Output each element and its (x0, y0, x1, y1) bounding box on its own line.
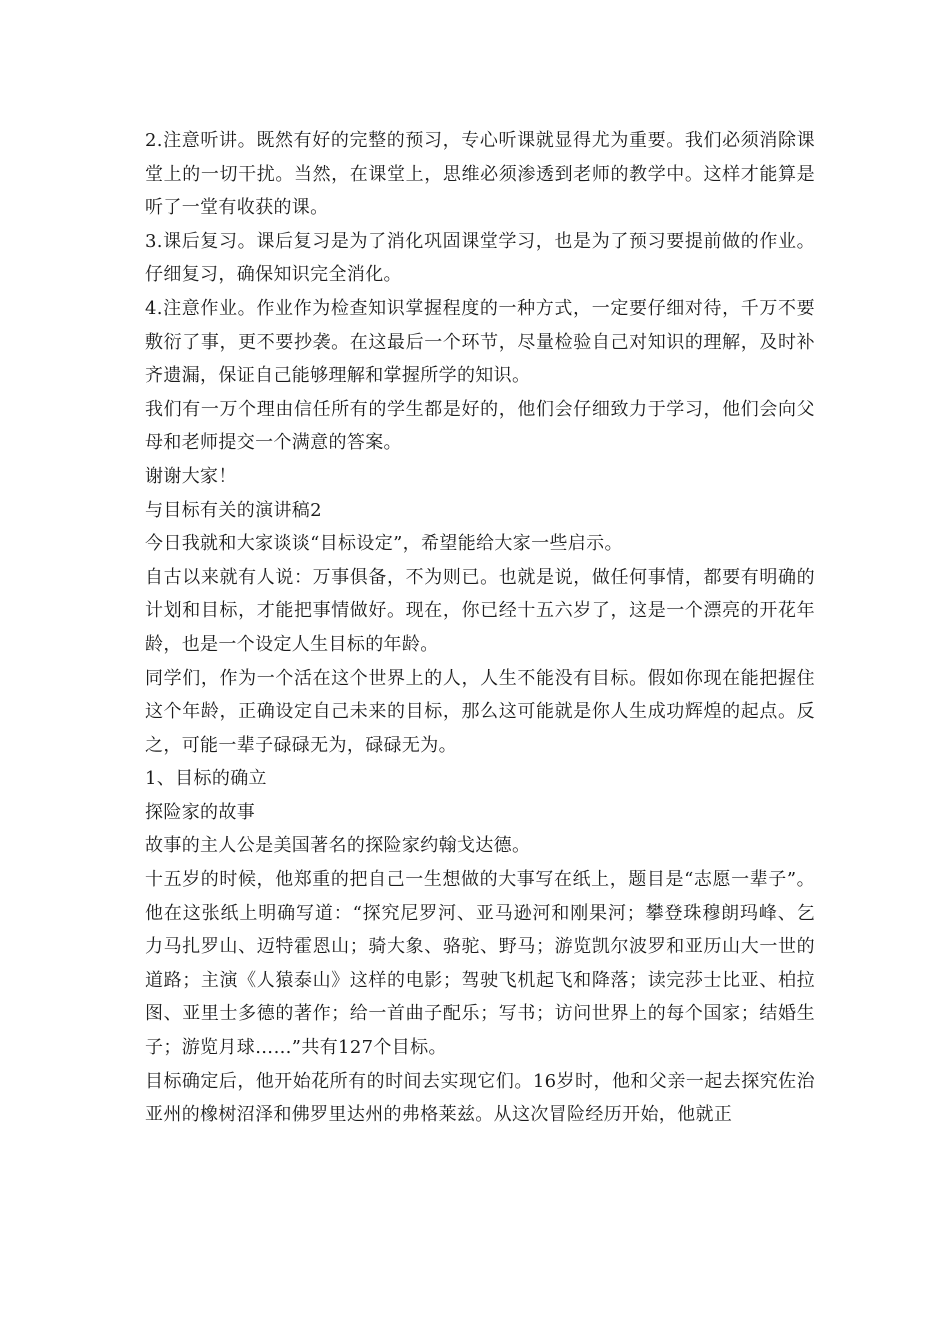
paragraph-pursuing-goals: 目标确定后，他开始花所有的时间去实现它们。16岁时，他和父亲一起去探究佐治亚州的橡树沼泽和佛罗里达州的弗格莱兹。从这次冒险经历开始，他就正 (145, 1070, 815, 1126)
document-body (145, 124, 815, 1132)
paragraph-life-goals-list: 十五岁的时候，他郑重的把自己一生想做的大事写在纸上，题目是“志愿一辈子”。他在这张纸上明确写道：“探究尼罗河、亚马逊河和刚果河；攀登珠穆朗玛峰、乞力马扎罗山、迈特霍恩山；骑大象、骆驼、野马；游览凯尔波罗和亚历山大一世的道路；主演《人猿泰山》这样的电影；驾驶飞机起飞和降落；读完莎士比亚、柏拉图、亚里士多德的著作；给一首曲子配乐；写书；访问世界上的每个国家；结婚生子；游览月球……”共有127个目标。 (145, 869, 815, 1059)
paragraph-classmates: 同学们，作为一个活在这个世界上的人，人生不能没有目标。假如你现在能把握住这个年龄，正确设定自己未来的目标，那么这可能就是你人生成功辉煌的起点。反之，可能一辈子碌碌无为，碌碌无为。 (145, 667, 815, 756)
subheading-explorer-story: 探险家的故事 (145, 801, 256, 823)
paragraph-conclusion: 我们有一万个理由信任所有的学生都是好的，他们会仔细致力于学习，他们会向父母和老师提交一个满意的答案。 (145, 398, 815, 454)
paragraph-intro: 今日我就和大家谈谈“目标设定”，希望能给大家一些启示。 (145, 533, 623, 555)
paragraph-story-protagonist: 故事的主人公是美国著名的探险家约翰戈达德。 (145, 835, 531, 857)
paragraph-ancient-saying: 自古以来就有人说：万事俱备，不为则已。也就是说，做任何事情，都要有明确的计划和目标，才能把事情做好。现在，你已经十五六岁了，这是一个漂亮的开花年龄，也是一个设定人生目标的年龄。 (145, 566, 815, 655)
paragraph-tip-2-listen: 2.注意听讲。既然有好的完整的预习，专心听课就显得尤为重要。我们必须消除课堂上的一切干扰。当然，在课堂上，思维必须渗透到老师的教学中。这样才能算是听了一堂有收获的课。 (145, 130, 815, 219)
paragraph-thanks: 谢谢大家！ (145, 465, 237, 487)
subheading-goal-setting: 1、目标的确立 (145, 768, 267, 790)
paragraph-tip-3-review: 3.课后复习。课后复习是为了消化巩固课堂学习，也是为了预习要提前做的作业。仔细复习，确保知识完全消化。 (145, 230, 815, 286)
section-title-speech-2: 与目标有关的演讲稿2 (145, 499, 322, 521)
paragraph-tip-4-homework: 4.注意作业。作业作为检查知识掌握程度的一种方式，一定要仔细对待，千万不要敷衍了事，更不要抄袭。在这最后一个环节，尽量检验自己对知识的理解，及时补齐遗漏，保证自己能够理解和掌握所学的知识。 (145, 297, 815, 387)
